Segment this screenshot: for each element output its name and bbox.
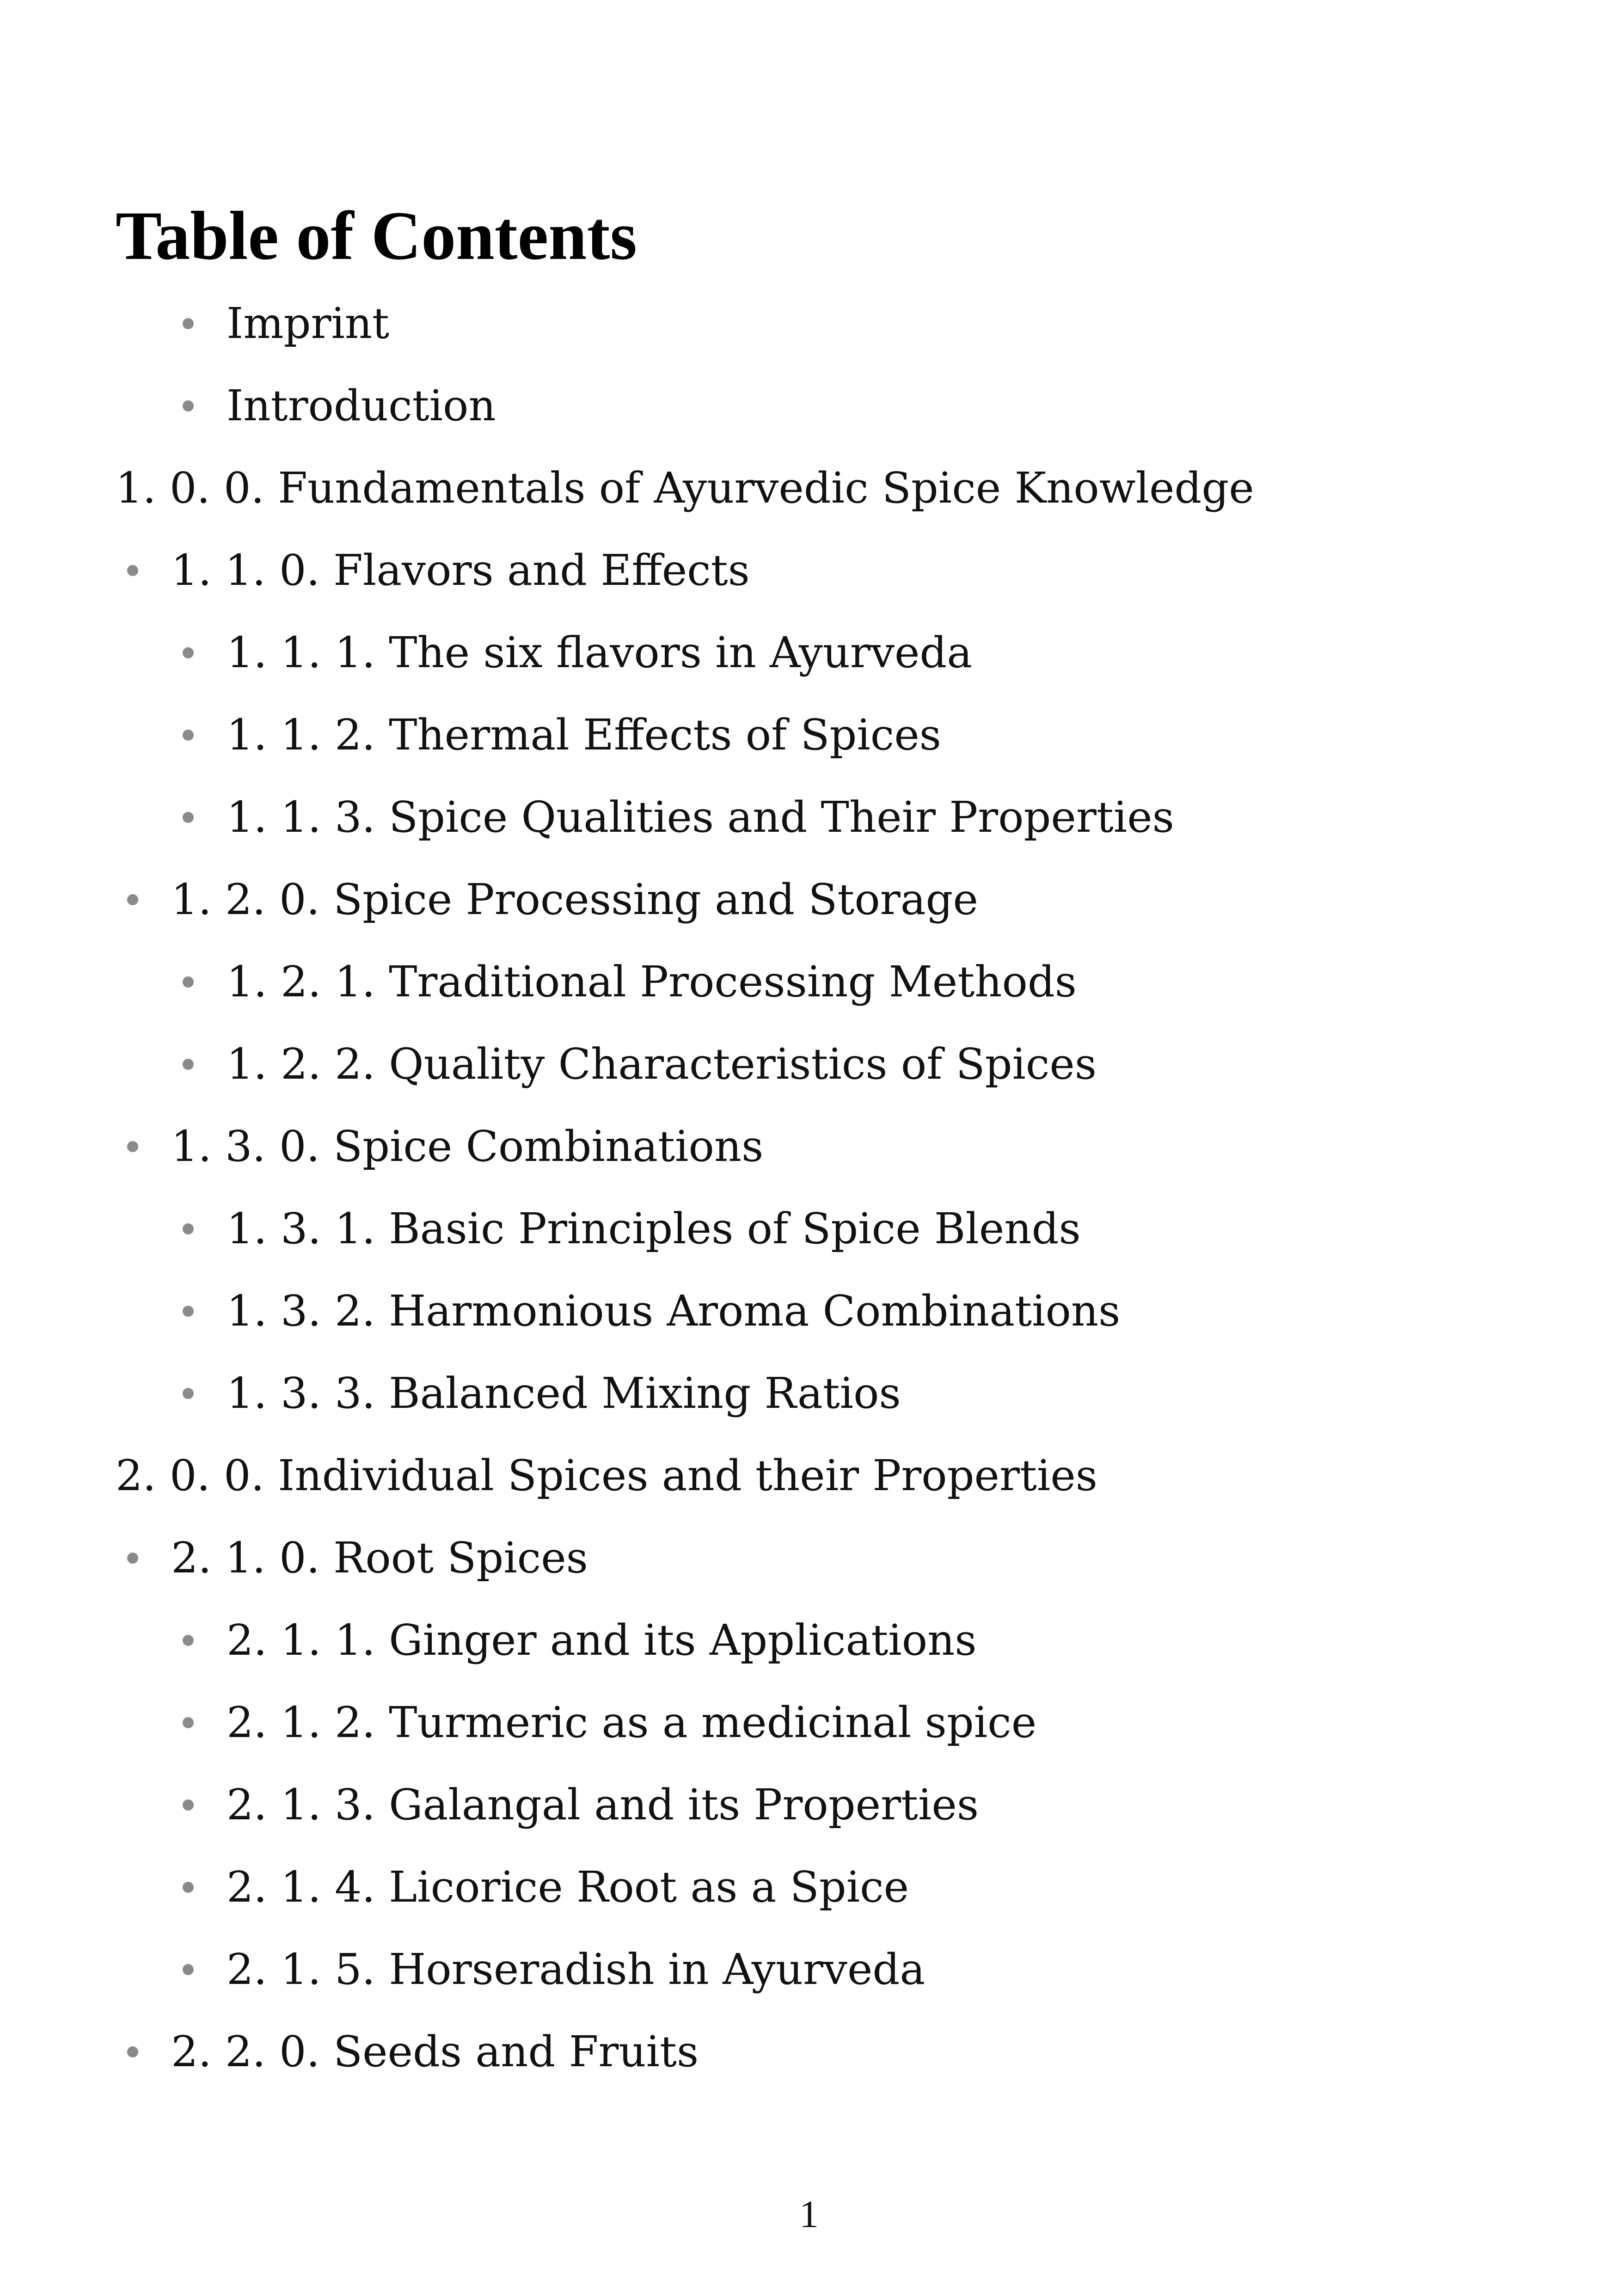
toc-entry-label: 1. 1. 1. The six flavors in Ayurveda [227, 628, 973, 677]
bullet-icon [127, 2046, 138, 2057]
toc-entry-label: 1. 1. 0. Flavors and Effects [171, 546, 750, 595]
toc-entry-label: 1. 0. 0. Fundamentals of Ayurvedic Spice Knowledge [116, 463, 1254, 513]
bullet-icon [183, 1306, 194, 1317]
bullet-icon [183, 1882, 194, 1893]
toc-entry-label: Introduction [227, 381, 496, 430]
toc-entry-label: 2. 2. 0. Seeds and Fruits [171, 2027, 699, 2076]
toc-entry-label: 1. 2. 0. Spice Processing and Storage [171, 875, 978, 924]
bullet-icon [183, 1059, 194, 1070]
toc-entry-label: 1. 1. 2. Thermal Effects of Spices [227, 710, 941, 760]
toc-entry-label: 2. 1. 2. Turmeric as a medicinal spice [227, 1698, 1037, 1747]
bullet-icon [127, 1141, 138, 1152]
toc-entry-label: 1. 3. 2. Harmonious Aroma Combinations [227, 1286, 1121, 1336]
bullet-icon [183, 1717, 194, 1728]
page-number: 1 [799, 2193, 819, 2236]
toc-entry-label: 2. 1. 1. Ginger and its Applications [227, 1615, 977, 1665]
bullet-icon [183, 1964, 194, 1975]
toc-entry-label: 2. 1. 4. Licorice Root as a Spice [227, 1862, 909, 1912]
toc-entry-label: 2. 1. 5. Horseradish in Ayurveda [227, 1945, 925, 1994]
toc-entry-label: 1. 2. 1. Traditional Processing Methods [227, 957, 1077, 1007]
bullet-icon [183, 1635, 194, 1646]
page-title: Table of Contents [116, 197, 637, 274]
bullet-icon [127, 894, 138, 905]
bullet-icon [183, 318, 194, 329]
bullet-icon [127, 1553, 138, 1564]
bullet-icon [183, 1223, 194, 1234]
bullet-icon [183, 1388, 194, 1399]
toc-entry-label: 1. 3. 3. Balanced Mixing Ratios [227, 1369, 901, 1418]
toc-entry-label: 2. 1. 3. Galangal and its Properties [227, 1780, 979, 1829]
toc-entry-label: 2. 0. 0. Individual Spices and their Properties [116, 1451, 1097, 1500]
toc-entry-label: 1. 3. 0. Spice Combinations [171, 1122, 764, 1171]
bullet-icon [183, 400, 194, 411]
toc-entry-label: 1. 2. 2. Quality Characteristics of Spices [227, 1039, 1097, 1089]
toc-entry-label: 1. 3. 1. Basic Principles of Spice Blends [227, 1204, 1081, 1253]
bullet-icon [183, 812, 194, 823]
bullet-icon [183, 1799, 194, 1811]
bullet-icon [183, 730, 194, 741]
toc-entry-label: Imprint [227, 299, 390, 348]
toc-entry-label: 2. 1. 0. Root Spices [171, 1533, 588, 1583]
bullet-icon [183, 976, 194, 988]
bullet-icon [183, 647, 194, 658]
bullet-icon [127, 565, 138, 576]
toc-entry-label: 1. 1. 3. Spice Qualities and Their Properties [227, 792, 1174, 842]
